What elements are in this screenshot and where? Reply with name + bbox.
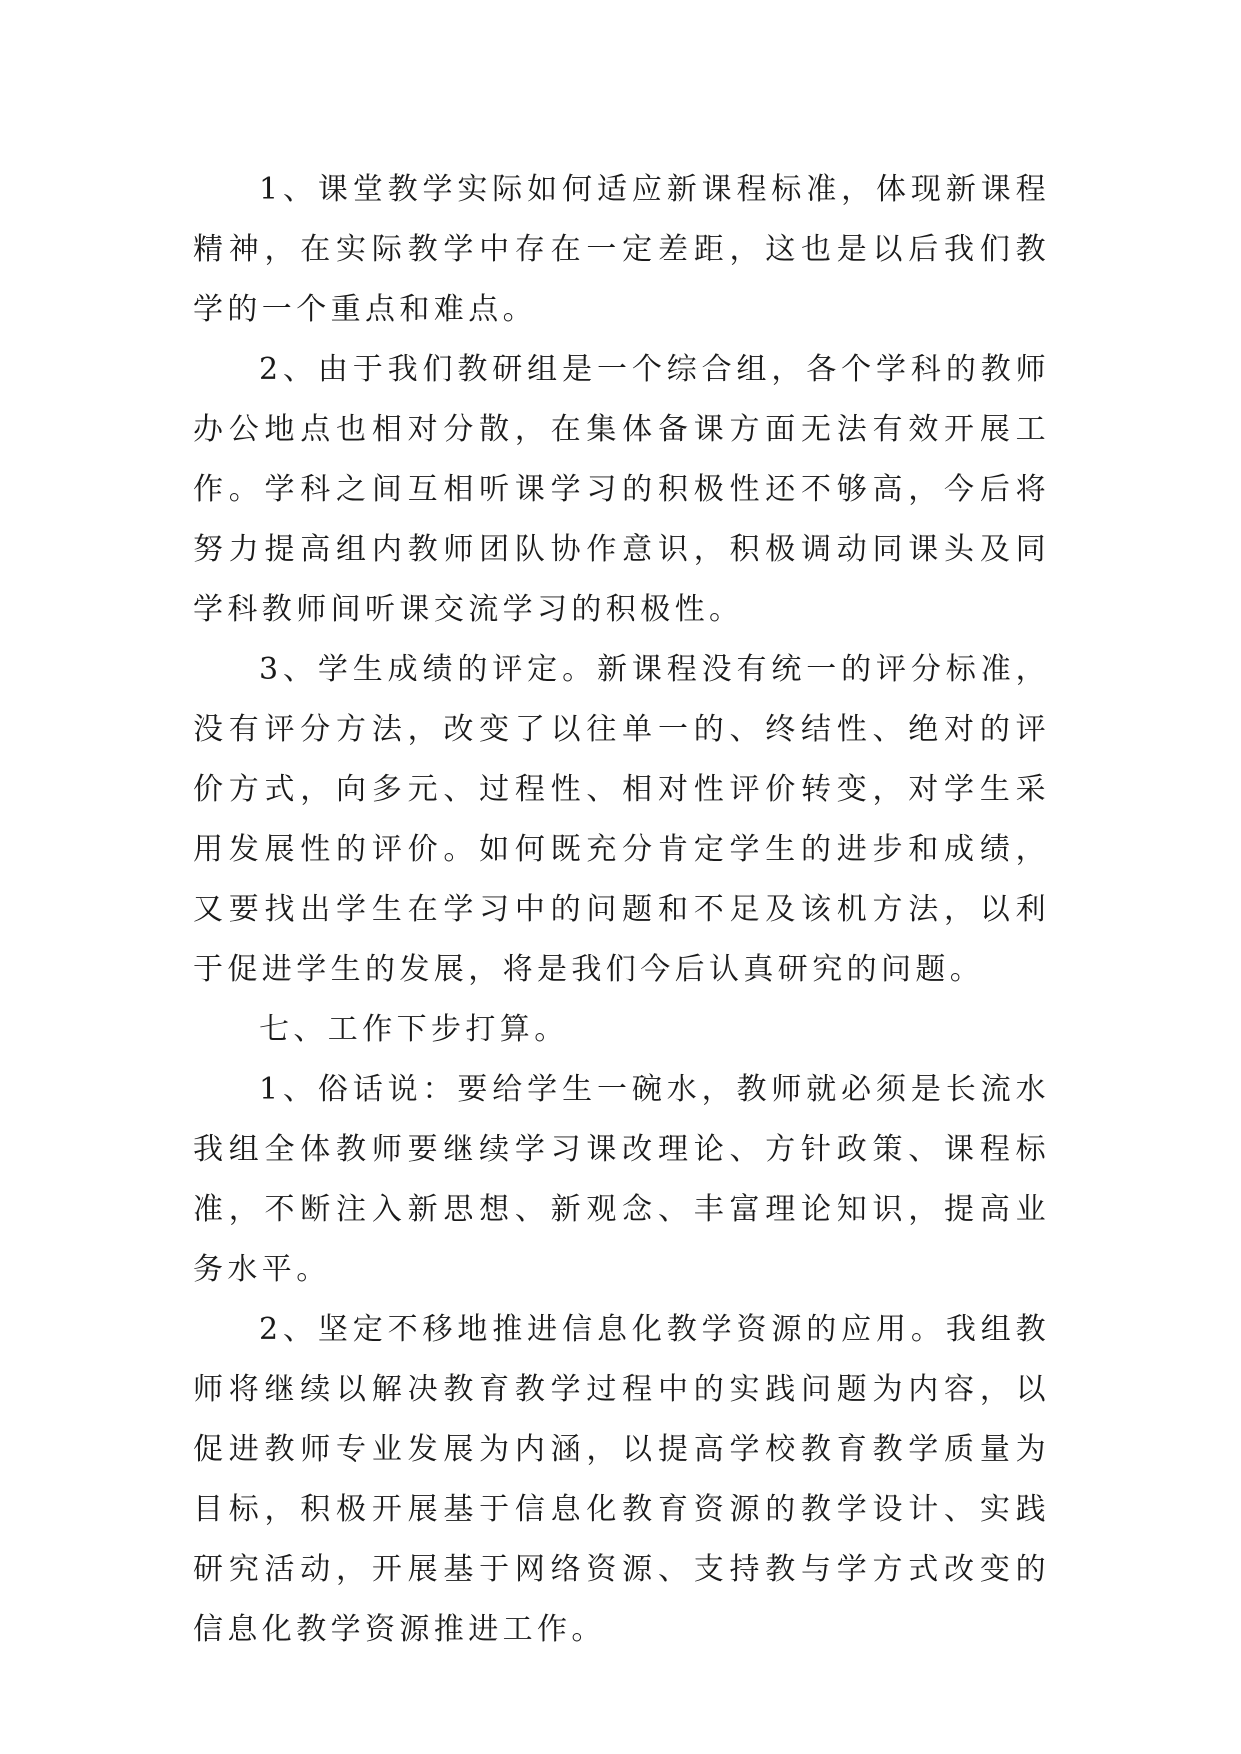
section-heading-next-plan: 七、工作下步打算。 xyxy=(259,1012,569,1047)
document-body xyxy=(193,160,1050,1660)
paragraph-plan-2: 2、坚定不移地推进信息化教学资源的应用。我组教师将继续以解决教育教学过程中的实践问题为内容，以促进教师专业发展为内涵，以提高学校教育教学质量为目标，积极开展基于信息化教育资源的教学设计、实践研究活动，开展基于网络资源、支持教与学方式改变的信息化教学资源推进工作。 xyxy=(193,1312,1050,1647)
paragraph-problem-1: 1、课堂教学实际如何适应新课程标准，体现新课程精神，在实际教学中存在一定差距，这也是以后我们教学的一个重点和难点。 xyxy=(193,172,1050,327)
paragraph-problem-2: 2、由于我们教研组是一个综合组，各个学科的教师办公地点也相对分散，在集体备课方面无法有效开展工作。学科之间互相听课学习的积极性还不够高，今后将努力提高组内教师团队协作意识，积极调动同课头及同学科教师间听课交流学习的积极性。 xyxy=(193,352,1050,627)
paragraph-problem-3: 3、学生成绩的评定。新课程没有统一的评分标准，没有评分方法，改变了以往单一的、终结性、绝对的评价方式，向多元、过程性、相对性评价转变，对学生采用发展性的评价。如何既充分肯定学生的进步和成绩，又要找出学生在学习中的问题和不足及该机方法，以利于促进学生的发展，将是我们今后认真研究的问题。 xyxy=(193,652,1050,987)
paragraph-plan-1: 1、俗话说：要给学生一碗水，教师就必须是长流水我组全体教师要继续学习课改理论、方针政策、课程标准，不断注入新思想、新观念、丰富理论知识，提高业务水平。 xyxy=(193,1072,1050,1287)
